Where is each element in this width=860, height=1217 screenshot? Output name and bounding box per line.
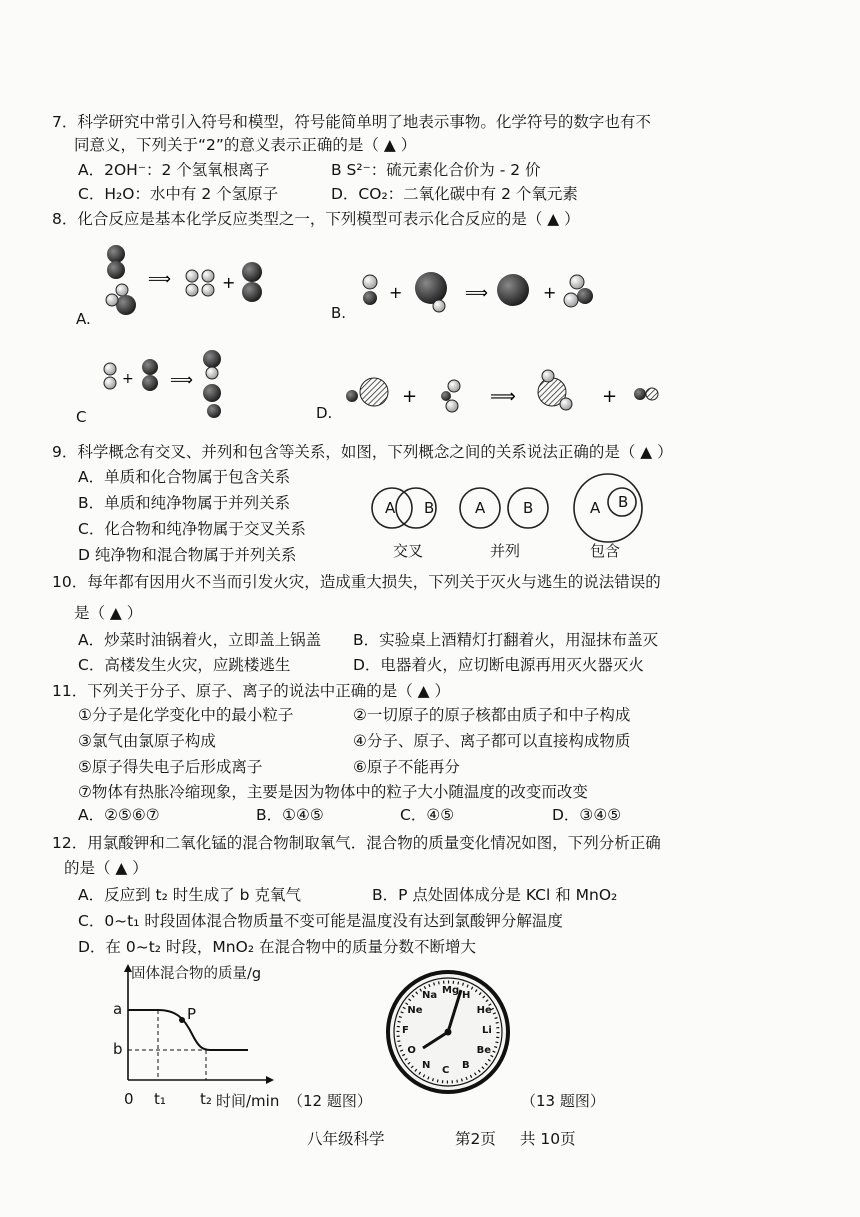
q9-parallel-circle-b: B [523, 499, 534, 517]
svg-text:+: + [602, 386, 618, 407]
q11-option-d: D．③④⑤ [552, 806, 622, 824]
svg-text:+: + [543, 283, 557, 302]
q7-stem-line1: 7．科学研究中常引入符号和模型，符号能简单明了地表示事物。化学符号的数字也有不 [52, 113, 651, 131]
q12-graph-label-a: a [113, 1000, 123, 1018]
q9-include-circle-a: A [590, 499, 601, 517]
q12-graph-t1: t₁ [154, 1090, 166, 1108]
q11-statement-2: ②一切原子的原子核都由质子和中子构成 [353, 706, 631, 724]
q7-option-d: D．CO₂：二氧化碳中有 2 个氧元素 [331, 185, 578, 203]
footer-total-pages: 共 10页 [520, 1130, 576, 1148]
q12-option-b: B．P 点处固体成分是 KCl 和 MnO₂ [372, 886, 618, 904]
q7-option-c: C．H₂O：水中有 2 个氢原子 [78, 185, 279, 203]
clock-element-n: N [422, 1059, 431, 1071]
q12-caption: （12 题图） [288, 1092, 372, 1110]
clock-element-h: H [462, 990, 471, 1002]
q9-relationship-diagram [370, 480, 660, 540]
clock-element-li: Li [482, 1025, 492, 1036]
svg-text:⟹: ⟹ [465, 283, 488, 302]
q9-option-d: D 纯净物和混合物属于并列关系 [78, 546, 297, 564]
q11-statement-5: ⑤原子得失电子后形成离子 [78, 758, 263, 776]
q11-option-b: B．①④⑤ [256, 806, 324, 824]
q11-option-a: A．②⑤⑥⑦ [78, 806, 160, 824]
q12-graph-label-b: b [113, 1040, 123, 1058]
clock-element-na: Na [422, 990, 438, 1002]
clock-element-b: B [462, 1059, 470, 1071]
q7-stem-line2: 同意义，下列关于“2”的意义表示正确的是（ ▲ ） [74, 136, 417, 154]
q8-option-d-label: D. [316, 404, 333, 422]
q12-graph-t2: t₂ [200, 1090, 212, 1108]
q10-stem-line2: 是（ ▲ ） [74, 604, 143, 622]
clock-element-be: Be [476, 1045, 492, 1056]
q12-option-c: C．0~t₁ 时段固体混合物质量不变可能是温度没有达到氯酸钾分解温度 [78, 912, 563, 930]
q11-statement-1: ①分子是化学变化中的最小粒子 [78, 706, 294, 724]
q9-label-include: 包含 [590, 542, 621, 560]
clock-element-mg: Mg [442, 985, 460, 996]
clock-element-ne: Ne [407, 1005, 423, 1016]
q10-option-c: C．高楼发生火灾，应跳楼逃生 [78, 656, 291, 674]
q8-option-c-label: C [76, 408, 87, 426]
q12-graph-ylabel: 固体混合物的质量/g [131, 966, 262, 982]
q11-statement-3: ③氯气由氯原子构成 [78, 732, 216, 750]
footer-page-number: 第2页 [455, 1130, 496, 1148]
q8-stem: 8．化合反应是基本化学反应类型之一，下列模型可表示化合反应的是（ ▲ ） [52, 210, 580, 228]
q7-option-a: A．2OH⁻：2 个氢氧根离子 [78, 161, 270, 179]
q9-label-cross: 交叉 [393, 542, 424, 560]
svg-text:⟹: ⟹ [490, 386, 516, 407]
q9-label-parallel: 并列 [490, 542, 521, 560]
clock-element-c: C [442, 1065, 450, 1076]
q12-graph-origin: 0 [124, 1090, 134, 1108]
q11-option-c: C．④⑤ [400, 806, 455, 824]
q12-option-a: A．反应到 t₂ 时生成了 b 克氧气 [78, 886, 301, 904]
clock-element-f: F [402, 1025, 409, 1036]
q9-include-circle-b: B [618, 493, 629, 511]
svg-text:+: + [402, 386, 418, 407]
q9-option-c: C．化合物和纯净物属于交叉关系 [78, 520, 306, 538]
q12-option-d: D．在 0~t₂ 时段，MnO₂ 在混合物中的质量分数不断增大 [78, 938, 476, 956]
q9-stem: 9．科学概念有交叉、并列和包含等关系，如图，下列概念之间的关系说法正确的是（ ▲ ） [52, 443, 673, 461]
q12-stem-line2: 的是（ ▲ ） [64, 859, 148, 877]
q10-option-a: A．炒菜时油锅着火，立即盖上锅盖 [78, 631, 322, 649]
q9-parallel-circle-a: A [475, 499, 486, 517]
svg-text:⟹: ⟹ [170, 370, 193, 389]
q10-stem-line1: 10．每年都有因用火不当而引发火灾，造成重大损失，下列关于灭火与逃生的说法错误的 [52, 573, 661, 591]
svg-text:+: + [389, 283, 403, 302]
q10-option-d: D．电器着火，应切断电源再用灭火器灭火 [353, 656, 644, 674]
q9-cross-circle-b: B [424, 499, 435, 517]
q11-statement-6: ⑥原子不能再分 [353, 758, 460, 776]
q10-option-b: B．实验桌上酒精灯打翻着火，用湿抹布盖灭 [353, 631, 659, 649]
q13-caption: （13 题图） [521, 1092, 605, 1110]
svg-text:+: + [122, 371, 134, 387]
q8-option-a-label: A. [76, 310, 91, 328]
q9-cross-circle-a: A [385, 499, 396, 517]
svg-text:+: + [222, 273, 236, 292]
q11-statement-7: ⑦物体有热胀冷缩现象，主要是因为物体中的粒子大小随温度的改变而改变 [78, 783, 588, 801]
q12-stem-line1: 12．用氯酸钾和二氧化锰的混合物制取氧气．混合物的质量变化情况如图，下列分析正确 [52, 834, 661, 852]
q9-option-b: B．单质和纯净物属于并列关系 [78, 494, 291, 512]
q12-graph-xlabel: 时间/min [216, 1092, 280, 1110]
clock-element-o: O [407, 1045, 416, 1056]
q12-graph-point-p: P [187, 1005, 197, 1023]
footer-subject: 八年级科学 [307, 1130, 385, 1148]
svg-text:⟹: ⟹ [148, 269, 171, 288]
q11-statement-4: ④分子、原子、离子都可以直接构成物质 [353, 732, 631, 750]
q8-model-d [340, 370, 670, 415]
q7-option-b: B S²⁻：硫元素化合价为 - 2 价 [331, 161, 541, 179]
q8-model-b [355, 260, 595, 320]
q9-option-a: A．单质和化合物属于包含关系 [78, 468, 291, 486]
q8-model-a [100, 240, 280, 325]
clock-element-he: He [476, 1005, 492, 1016]
q8-option-b-label: B. [331, 304, 347, 322]
q8-model-c [100, 345, 240, 425]
q11-stem: 11．下列关于分子、原子、离子的说法中正确的是（ ▲ ） [52, 682, 450, 700]
